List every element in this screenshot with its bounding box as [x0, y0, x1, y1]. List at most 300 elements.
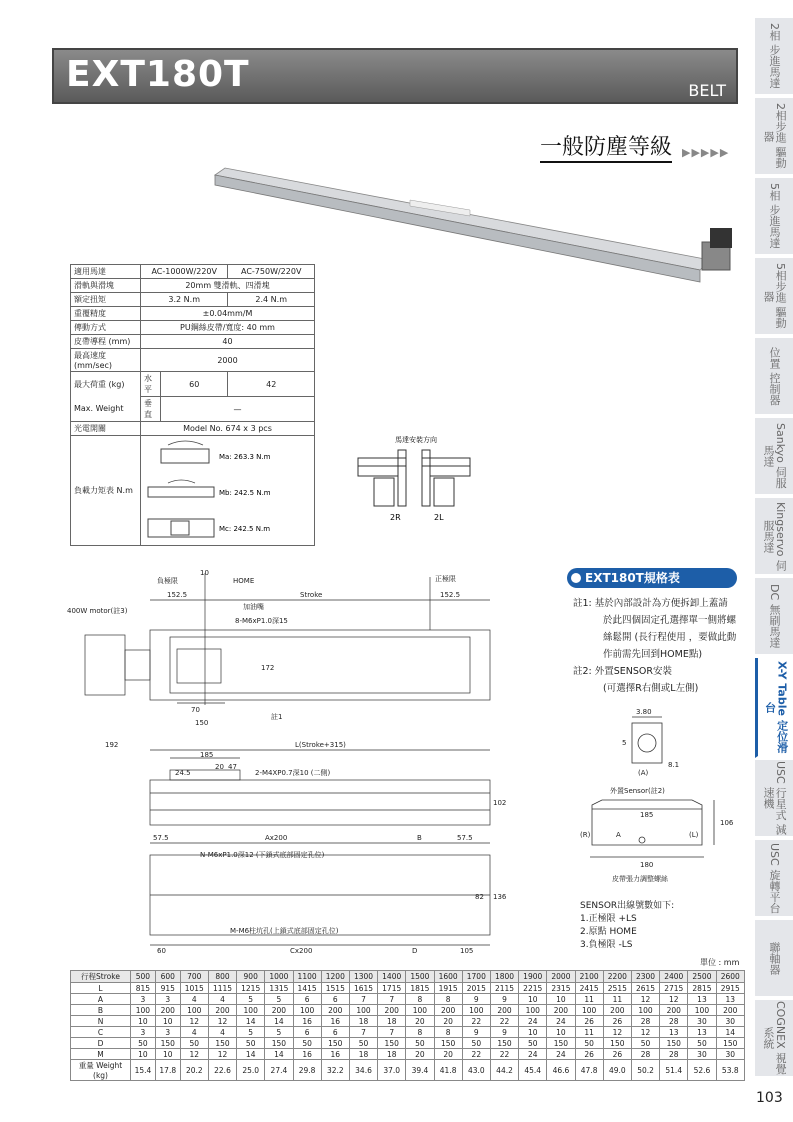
spec-torque-b: 2.4 N.m: [228, 293, 315, 307]
table-cell: 28: [631, 1049, 659, 1060]
page-number: 103: [756, 1090, 783, 1106]
sidebar-item-kingservo[interactable]: [755, 498, 793, 576]
spec-drive: PU鋼絲皮帶/寬度: 40 mm: [141, 321, 315, 335]
sidebar-item-label: 2相步進 驅動器: [762, 103, 788, 169]
dim-stroke: Stroke: [300, 591, 323, 599]
table-cell: 50: [519, 1038, 547, 1049]
table-cell: 2015: [462, 983, 490, 994]
wire-3: 3.負極限 -LS: [580, 940, 633, 950]
table-cell: 1615: [349, 983, 377, 994]
table-cell: 1815: [406, 983, 434, 994]
table-cell: 1015: [180, 983, 208, 994]
table-cell: 150: [547, 1038, 575, 1049]
table-cell: 20: [406, 1016, 434, 1027]
sidebar-item-dc-brushless[interactable]: [755, 578, 793, 656]
sidebar-item-label: X-Y Table 定位滑台: [763, 661, 789, 753]
table-cell: 100: [406, 1005, 434, 1016]
table-cell: 24: [547, 1016, 575, 1027]
table-cell: 47.8: [575, 1060, 603, 1081]
spec-horiz: 水平: [141, 372, 161, 397]
table-row-header: 重量 Weight (kg): [71, 1060, 131, 1081]
table-cell: 50: [462, 1038, 490, 1049]
sidebar-item-label: COGNEX 視覺系統: [762, 1001, 788, 1075]
dim-105: 105: [460, 947, 474, 955]
sidebar-item-label: 5相步進 驅動器: [762, 263, 788, 329]
table-cell: 10: [519, 1027, 547, 1038]
sidebar-item-5phase-driver[interactable]: [755, 258, 793, 336]
unit-label: 單位 : mm: [700, 958, 740, 967]
table-cell: 3: [155, 1027, 180, 1038]
sidebar-item-2phase-motor[interactable]: [755, 18, 793, 96]
sensor-a: (A): [638, 769, 649, 777]
motor-dir-2r: 2R: [390, 513, 401, 522]
table-cell: 29.8: [293, 1060, 321, 1081]
dim-nm6: N-M6xP1.0深12 (下鎖式底部固定孔位): [200, 851, 325, 859]
table-cell: 28: [660, 1016, 688, 1027]
table-cell: 14: [716, 1027, 744, 1038]
page-subtitle: BELT: [688, 81, 726, 100]
spec-moment-cell: [141, 436, 315, 546]
spec-load-v: —: [161, 397, 315, 422]
table-cell: 7: [378, 994, 406, 1005]
table-cell: 22: [490, 1049, 518, 1060]
table-cell: 4: [180, 1027, 208, 1038]
spec-slide: 20mm 雙滑軌、四滑塊: [141, 279, 315, 293]
table-cell: 200: [321, 1005, 349, 1016]
dim-lstroke: L(Stroke+315): [295, 741, 346, 749]
note-1a: 註1: 基於內部設計為方便拆卸上蓋請: [573, 598, 728, 609]
table-cell: 2915: [716, 983, 744, 994]
table-cell: 200: [155, 1005, 180, 1016]
table-cell: 18: [378, 1049, 406, 1060]
spec-sensor: Model No. 674 x 3 pcs: [141, 422, 315, 436]
dim-mm6: M-M6柱坑孔(上鎖式底部固定孔位): [230, 927, 339, 935]
std-title: EXT180T規格表: [567, 568, 737, 588]
table-row-header: B: [71, 1005, 131, 1016]
table-cell: 22.6: [208, 1060, 236, 1081]
table-cell: 1000: [265, 971, 293, 983]
dim-172: 172: [261, 664, 275, 672]
table-cell: 1515: [321, 983, 349, 994]
table-cell: 10: [547, 994, 575, 1005]
table-row: [71, 1038, 745, 1049]
dim-60: 60: [157, 947, 166, 955]
table-cell: 45.4: [519, 1060, 547, 1081]
table-row-header: M: [71, 1049, 131, 1060]
sidebar-item-coupling[interactable]: [755, 920, 793, 998]
table-cell: 200: [378, 1005, 406, 1016]
moment-diagrams: [143, 437, 293, 545]
table-cell: 30: [716, 1049, 744, 1060]
sensor-380: 3.80: [636, 708, 652, 716]
spec-vert: 垂直: [141, 397, 161, 422]
spec-table: [70, 264, 315, 546]
table-cell: 150: [265, 1038, 293, 1049]
note-1b: 於此四個固定孔選擇單一側將螺: [603, 615, 737, 626]
std-notes: [573, 595, 736, 697]
spec-repeat: ±0.04mm/M: [141, 307, 315, 321]
spec-drive-label: 傳動方式: [71, 321, 141, 335]
note-1d: 作前需先回到HOME點): [603, 649, 703, 660]
table-cell: 16: [321, 1016, 349, 1027]
spec-moment-label: 負載力矩表 N.m: [71, 436, 141, 546]
table-cell: 50: [349, 1038, 377, 1049]
table-cell: 1100: [293, 971, 321, 983]
spec-speed: 2000: [141, 349, 315, 372]
spec-motor-label: 適用馬達: [71, 265, 141, 279]
table-cell: 1200: [321, 971, 349, 983]
table-cell: 200: [547, 1005, 575, 1016]
moment-mc: Mc: 242.5 N.m: [219, 525, 271, 533]
spec-slide-label: 滑軌與滑塊: [71, 279, 141, 293]
wire-2: 2.原點 HOME: [580, 927, 637, 937]
table-cell: 100: [575, 1005, 603, 1016]
sensor-ext: 外置Sensor(註2): [610, 787, 665, 795]
table-cell: 10: [155, 1016, 180, 1027]
sidebar-item-position-controller[interactable]: [755, 338, 793, 416]
dim-1525a: 152.5: [167, 591, 188, 599]
table-cell: 37.0: [378, 1060, 406, 1081]
table-cell: 13: [660, 1027, 688, 1038]
table-cell: 100: [349, 1005, 377, 1016]
note-1c: 絲鬆開 (長行程使用 ，要做此動: [603, 632, 737, 643]
table-cell: 10: [519, 994, 547, 1005]
table-cell: 8: [434, 994, 462, 1005]
table-cell: 52.6: [688, 1060, 716, 1081]
moment-ma: Ma: 263.3 N.m: [219, 453, 271, 461]
table-cell: 1600: [434, 971, 462, 983]
table-cell: 150: [660, 1038, 688, 1049]
table-cell: 150: [321, 1038, 349, 1049]
table-cell: 6: [293, 1027, 321, 1038]
table-cell: 6: [321, 994, 349, 1005]
dim-82: 82: [475, 893, 484, 901]
dim-192: 192: [105, 741, 119, 749]
table-cell: 6: [293, 994, 321, 1005]
sensor-180: 180: [640, 861, 654, 869]
motor-dir-title: 馬達安裝方向: [395, 436, 437, 444]
table-cell: 32.2: [321, 1060, 349, 1081]
table-cell: 2615: [631, 983, 659, 994]
dim-home: HOME: [233, 577, 255, 585]
page-title: EXT180T: [66, 54, 250, 95]
table-cell: 1400: [378, 971, 406, 983]
table-row: [71, 1016, 745, 1027]
table-cell: 20: [406, 1049, 434, 1060]
table-cell: 100: [462, 1005, 490, 1016]
table-cell: 22: [462, 1016, 490, 1027]
table-cell: 34.6: [349, 1060, 377, 1081]
table-cell: 12: [180, 1016, 208, 1027]
table-cell: 49.0: [603, 1060, 631, 1081]
dim-m6: 8-M6xP1.0深15: [235, 617, 288, 625]
spec-repeat-label: 重覆精度: [71, 307, 141, 321]
table-cell: 28: [660, 1049, 688, 1060]
table-cell: 50: [180, 1038, 208, 1049]
dim-cx200: Cx200: [290, 947, 313, 955]
wire-title: SENSOR出線號數如下:: [580, 901, 675, 911]
table-cell: 2315: [547, 983, 575, 994]
table-cell: 200: [660, 1005, 688, 1016]
dim-note1: 註1: [271, 713, 283, 721]
table-cell: 5: [237, 1027, 265, 1038]
table-cell: 46.6: [547, 1060, 575, 1081]
table-cell: 8: [434, 1027, 462, 1038]
table-row: [71, 971, 745, 983]
sidebar-item-label: 聯軸器: [768, 941, 782, 975]
sensor-wires: [580, 900, 674, 952]
table-cell: 2600: [716, 971, 744, 983]
sidebar-item-label: 2相 步進馬達: [768, 23, 782, 89]
table-cell: 25.0: [237, 1060, 265, 1081]
dim-pos-limit: 正極限: [435, 575, 456, 583]
sidebar-item-label: Sankyo 伺服馬達: [762, 423, 788, 489]
table-cell: 26: [575, 1049, 603, 1060]
table-cell: 26: [603, 1049, 631, 1060]
table-cell: 11: [575, 994, 603, 1005]
sensor-l: (L): [689, 831, 699, 839]
dim-245: 24.5: [175, 769, 191, 777]
table-cell: 50: [575, 1038, 603, 1049]
spec-torque-a: 3.2 N.m: [141, 293, 228, 307]
spec-lead: 40: [141, 335, 315, 349]
table-cell: 2415: [575, 983, 603, 994]
table-cell: 3: [131, 1027, 156, 1038]
table-cell: 10: [131, 1016, 156, 1027]
table-cell: 200: [208, 1005, 236, 1016]
table-cell: 10: [131, 1049, 156, 1060]
table-cell: 16: [293, 1049, 321, 1060]
sidebar-item-xy-table[interactable]: [755, 658, 793, 758]
table-cell: 2300: [631, 971, 659, 983]
sidebar-item-5phase-motor[interactable]: [755, 178, 793, 256]
spec-load-label2: Max. Weight: [71, 397, 141, 422]
table-cell: 50.2: [631, 1060, 659, 1081]
table-cell: 5: [265, 994, 293, 1005]
spec-torque-label: 額定扭矩: [71, 293, 141, 307]
table-cell: 18: [349, 1016, 377, 1027]
table-cell: 1915: [434, 983, 462, 994]
table-cell: 1415: [293, 983, 321, 994]
spec-speed-label: 最高速度 (mm/sec): [71, 349, 141, 372]
sensor-185: 185: [640, 811, 654, 819]
table-cell: 30: [716, 1016, 744, 1027]
table-cell: 24: [519, 1016, 547, 1027]
table-cell: 150: [603, 1038, 631, 1049]
table-cell: 150: [716, 1038, 744, 1049]
dim-ten: 10: [200, 569, 209, 577]
note-2b: (可選擇R右側或L左側): [603, 683, 699, 694]
table-cell: 2500: [688, 971, 716, 983]
spec-load-h-a: 60: [161, 372, 228, 397]
table-cell: 1300: [349, 971, 377, 983]
note-2a: 註2: 外置SENSOR安裝: [573, 666, 673, 677]
table-row: [71, 1049, 745, 1060]
table-cell: 100: [293, 1005, 321, 1016]
table-cell: 200: [603, 1005, 631, 1016]
table-cell: 16: [293, 1016, 321, 1027]
table-cell: 915: [155, 983, 180, 994]
sidebar-item-cognex[interactable]: [755, 1000, 793, 1078]
table-cell: 20.2: [180, 1060, 208, 1081]
table-cell: 11: [575, 1027, 603, 1038]
sidebar-item-2phase-driver[interactable]: [755, 98, 793, 176]
table-row: [71, 1027, 745, 1038]
table-cell: 100: [131, 1005, 156, 1016]
dim-47: 47: [228, 763, 237, 771]
table-cell: 150: [155, 1038, 180, 1049]
table-cell: 13: [716, 994, 744, 1005]
table-row-header: D: [71, 1038, 131, 1049]
table-cell: 18: [378, 1016, 406, 1027]
table-row-header: C: [71, 1027, 131, 1038]
table-cell: 4: [208, 1027, 236, 1038]
sidebar: [755, 18, 793, 1075]
table-cell: 5: [265, 1027, 293, 1038]
table-row-header: 行程Stroke: [71, 971, 131, 983]
table-row: [71, 1005, 745, 1016]
table-cell: 1315: [265, 983, 293, 994]
table-cell: 30: [688, 1016, 716, 1027]
table-cell: 700: [180, 971, 208, 983]
table-cell: 43.0: [462, 1060, 490, 1081]
sensor-81: 8.1: [668, 761, 680, 769]
table-cell: 1900: [519, 971, 547, 983]
table-cell: 27.4: [265, 1060, 293, 1081]
dim-185: 185: [200, 751, 214, 759]
table-cell: 44.2: [490, 1060, 518, 1081]
table-cell: 14: [265, 1049, 293, 1060]
table-cell: 50: [406, 1038, 434, 1049]
table-cell: 41.8: [434, 1060, 462, 1081]
table-cell: 1115: [208, 983, 236, 994]
table-cell: 800: [208, 971, 236, 983]
dim-b: B: [417, 834, 422, 842]
sensor-5: 5: [622, 739, 627, 747]
table-cell: 1500: [406, 971, 434, 983]
sidebar-item-usc-reducer[interactable]: [755, 760, 793, 838]
sensor-aa: A: [616, 831, 621, 839]
dim-m4: 2-M4XP0.7深10 (二側): [255, 769, 331, 777]
table-cell: 1700: [462, 971, 490, 983]
table-cell: 100: [519, 1005, 547, 1016]
grade-heading: 一般防塵等級: [540, 130, 672, 163]
dim-motor: 400W motor(註3): [67, 607, 128, 615]
table-cell: 1800: [490, 971, 518, 983]
table-cell: 16: [321, 1049, 349, 1060]
table-cell: 1215: [237, 983, 265, 994]
table-cell: 14: [237, 1049, 265, 1060]
table-cell: 8: [406, 994, 434, 1005]
table-cell: 100: [688, 1005, 716, 1016]
spec-motor-b: AC-750W/220V: [228, 265, 315, 279]
table-cell: 17.8: [155, 1060, 180, 1081]
table-cell: 5: [237, 994, 265, 1005]
table-cell: 150: [378, 1038, 406, 1049]
table-cell: 50: [688, 1038, 716, 1049]
table-cell: 200: [265, 1005, 293, 1016]
table-cell: 7: [349, 1027, 377, 1038]
dim-ax200: Ax200: [265, 834, 288, 842]
stroke-table: [70, 970, 745, 1081]
sensor-diagram: [572, 705, 742, 895]
sidebar-item-label: 5相 步進馬達: [768, 183, 782, 249]
table-cell: 53.8: [716, 1060, 744, 1081]
table-cell: 7: [349, 994, 377, 1005]
table-cell: 9: [490, 994, 518, 1005]
table-row-header: A: [71, 994, 131, 1005]
dim-1525b: 152.5: [440, 591, 461, 599]
table-cell: 50: [237, 1038, 265, 1049]
table-cell: 7: [378, 1027, 406, 1038]
spec-load-label: 最大荷重 (kg): [71, 372, 141, 397]
table-cell: 26: [603, 1016, 631, 1027]
table-cell: 3: [155, 994, 180, 1005]
sidebar-item-label: DC 無刷馬達: [768, 584, 782, 648]
table-cell: 14: [237, 1016, 265, 1027]
spec-motor-a: AC-1000W/220V: [141, 265, 228, 279]
table-cell: 13: [688, 1027, 716, 1038]
table-cell: 150: [208, 1038, 236, 1049]
table-cell: 10: [547, 1027, 575, 1038]
table-cell: 12: [180, 1049, 208, 1060]
table-cell: 50: [293, 1038, 321, 1049]
table-cell: 200: [490, 1005, 518, 1016]
table-cell: 39.4: [406, 1060, 434, 1081]
sidebar-item-sankyo[interactable]: [755, 418, 793, 496]
table-cell: 15.4: [131, 1060, 156, 1081]
table-cell: 600: [155, 971, 180, 983]
table-cell: 150: [434, 1038, 462, 1049]
table-cell: 2715: [660, 983, 688, 994]
dim-150: 150: [195, 719, 209, 727]
table-cell: 815: [131, 983, 156, 994]
table-cell: 8: [406, 1027, 434, 1038]
table-cell: 14: [265, 1016, 293, 1027]
table-row: [71, 983, 745, 994]
table-cell: 12: [631, 994, 659, 1005]
motor-dir-2l: 2L: [434, 513, 444, 522]
table-cell: 200: [716, 1005, 744, 1016]
table-cell: 50: [631, 1038, 659, 1049]
table-cell: 2000: [547, 971, 575, 983]
table-cell: 30: [688, 1049, 716, 1060]
table-cell: 2815: [688, 983, 716, 994]
sidebar-item-label: USC 旋轉平台: [768, 842, 782, 914]
table-cell: 6: [321, 1027, 349, 1038]
table-cell: 2100: [575, 971, 603, 983]
table-cell: 9: [462, 994, 490, 1005]
bullet-icon: [571, 573, 581, 583]
table-cell: 2515: [603, 983, 631, 994]
sidebar-item-usc-rotary[interactable]: [755, 840, 793, 918]
table-cell: 11: [603, 994, 631, 1005]
table-cell: 12: [631, 1027, 659, 1038]
sidebar-item-label: USC 行星式 減速機: [762, 761, 788, 835]
table-cell: 50: [131, 1038, 156, 1049]
table-cell: 13: [688, 994, 716, 1005]
table-cell: 900: [237, 971, 265, 983]
grade-arrows: ▶▶▶▶▶: [682, 146, 730, 159]
table-row: [71, 1060, 745, 1081]
table-cell: 200: [434, 1005, 462, 1016]
title-bar: [52, 48, 738, 104]
table-cell: 9: [490, 1027, 518, 1038]
table-cell: 2215: [519, 983, 547, 994]
table-cell: 2200: [603, 971, 631, 983]
table-cell: 10: [155, 1049, 180, 1060]
dim-102: 102: [493, 799, 507, 807]
